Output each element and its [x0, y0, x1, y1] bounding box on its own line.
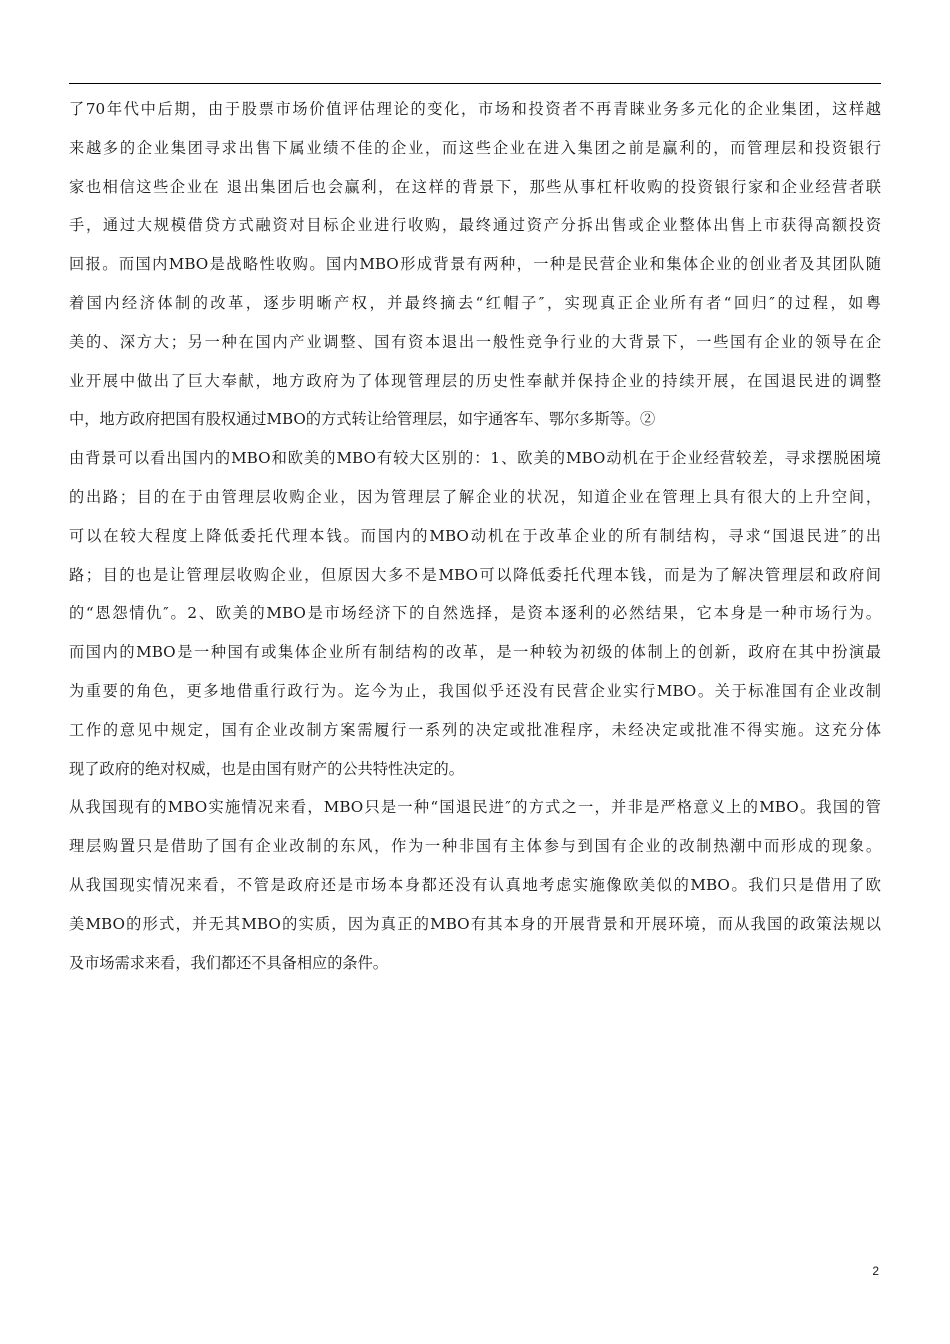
- text-line: 手，通过大规模借贷方式融资对目标企业进行收购，最终通过资产分拆出售或企业整体出售上市获得高额投资: [69, 216, 881, 235]
- text-line: 的出路；目的在于由管理层收购企业，因为管理层了解企业的状况，知道企业在管理上具有很大的上升空间，: [69, 487, 881, 506]
- text-line: 了70年代中后期，由于股票市场价值评估理论的变化，市场和投资者不再青睐业务多元化的企业集团，这样越: [69, 100, 881, 118]
- text-line: 为重要的角色，更多地借重行政行为。迄今为止，我国似乎还没有民营企业实行MBO。关于标准国有企业改制: [69, 681, 881, 700]
- text-line: 中，地方政府把国有股权通过MBO的方式转让给管理层，如宇通客车、鄂尔多斯等。②: [69, 410, 656, 429]
- text-line: 家也相信这些企业在 退出集团后也会赢利，在这样的背景下，那些从事杠杆收购的投资银行家和企业经营者联: [69, 177, 881, 196]
- text-line: 从我国现实情况来看，不管是政府还是市场本身都还没有认真地考虑实施像欧美似的MBO。我们只是借用了欧: [69, 875, 881, 894]
- text-line: 美的、深方大；另一种在国内产业调整、国有资本退出一般性竞争行业的大背景下，一些国有企业的领导在企: [69, 332, 881, 351]
- text-line: 路；目的也是让管理层收购企业，但原因大多不是MBO可以降低委托代理本钱，而是为了解决管理层和政府间: [69, 565, 881, 584]
- body-text: [69, 90, 881, 982]
- text-line: 而国内的MBO是一种国有或集体企业所有制结构的改革，是一种较为初级的体制上的创新，政府在其中扮演最: [69, 643, 881, 662]
- text-line: 由背景可以看出国内的MBO和欧美的MBO有较大区别的：1、欧美的MBO动机在于企业经营较差，寻求摆脱困境: [69, 449, 881, 468]
- text-line: 回报。而国内MBO是战略性收购。国内MBO形成背景有两种，一种是民营企业和集体企业的创业者及其团队随: [69, 255, 881, 274]
- text-line: 现了政府的绝对权威，也是由国有财产的公共特性决定的。: [69, 759, 464, 778]
- text-line: 从我国现有的MBO实施情况来看，MBO只是一种“国退民进″的方式之一，并非是严格意义上的MBO。我国的管: [69, 798, 881, 817]
- text-line: 可以在较大程度上降低委托代理本钱。而国内的MBO动机在于改革企业的所有制结构，寻求“国退民进″的出: [69, 526, 881, 545]
- text-line: 工作的意见中规定，国有企业改制方案需履行一系列的决定或批准程序，未经决定或批准不得实施。这充分体: [69, 720, 881, 739]
- header-divider: [69, 83, 881, 84]
- text-line: 来越多的企业集团寻求出售下属业绩不佳的企业，而这些企业在进入集团之前是赢利的，而管理层和投资银行: [69, 138, 881, 157]
- text-line: 理层购置只是借助了国有企业改制的东风，作为一种非国有主体参与到国有企业的改制热潮中而形成的现象。: [69, 837, 881, 856]
- text-line: 着国内经济体制的改革，逐步明晰产权，并最终摘去“红帽子″，实现真正企业所有者“回归″的过程，如粤: [69, 293, 881, 312]
- text-line: 的“恩怨情仇″。2、欧美的MBO是市场经济下的自然选择，是资本逐利的必然结果，它本身是一种市场行为。: [69, 604, 881, 623]
- text-line: 及市场需求来看，我们都还不具备相应的条件。: [69, 953, 388, 972]
- text-line: 美MBO的形式，并无其MBO的实质，因为真正的MBO有其本身的开展背景和开展环境，而从我国的政策法规以: [69, 914, 881, 933]
- page-number: 2: [872, 1264, 879, 1278]
- text-line: 业开展中做出了巨大奉献，地方政府为了体现管理层的历史性奉献并保持企业的持续开展，在国退民进的调整: [69, 371, 881, 390]
